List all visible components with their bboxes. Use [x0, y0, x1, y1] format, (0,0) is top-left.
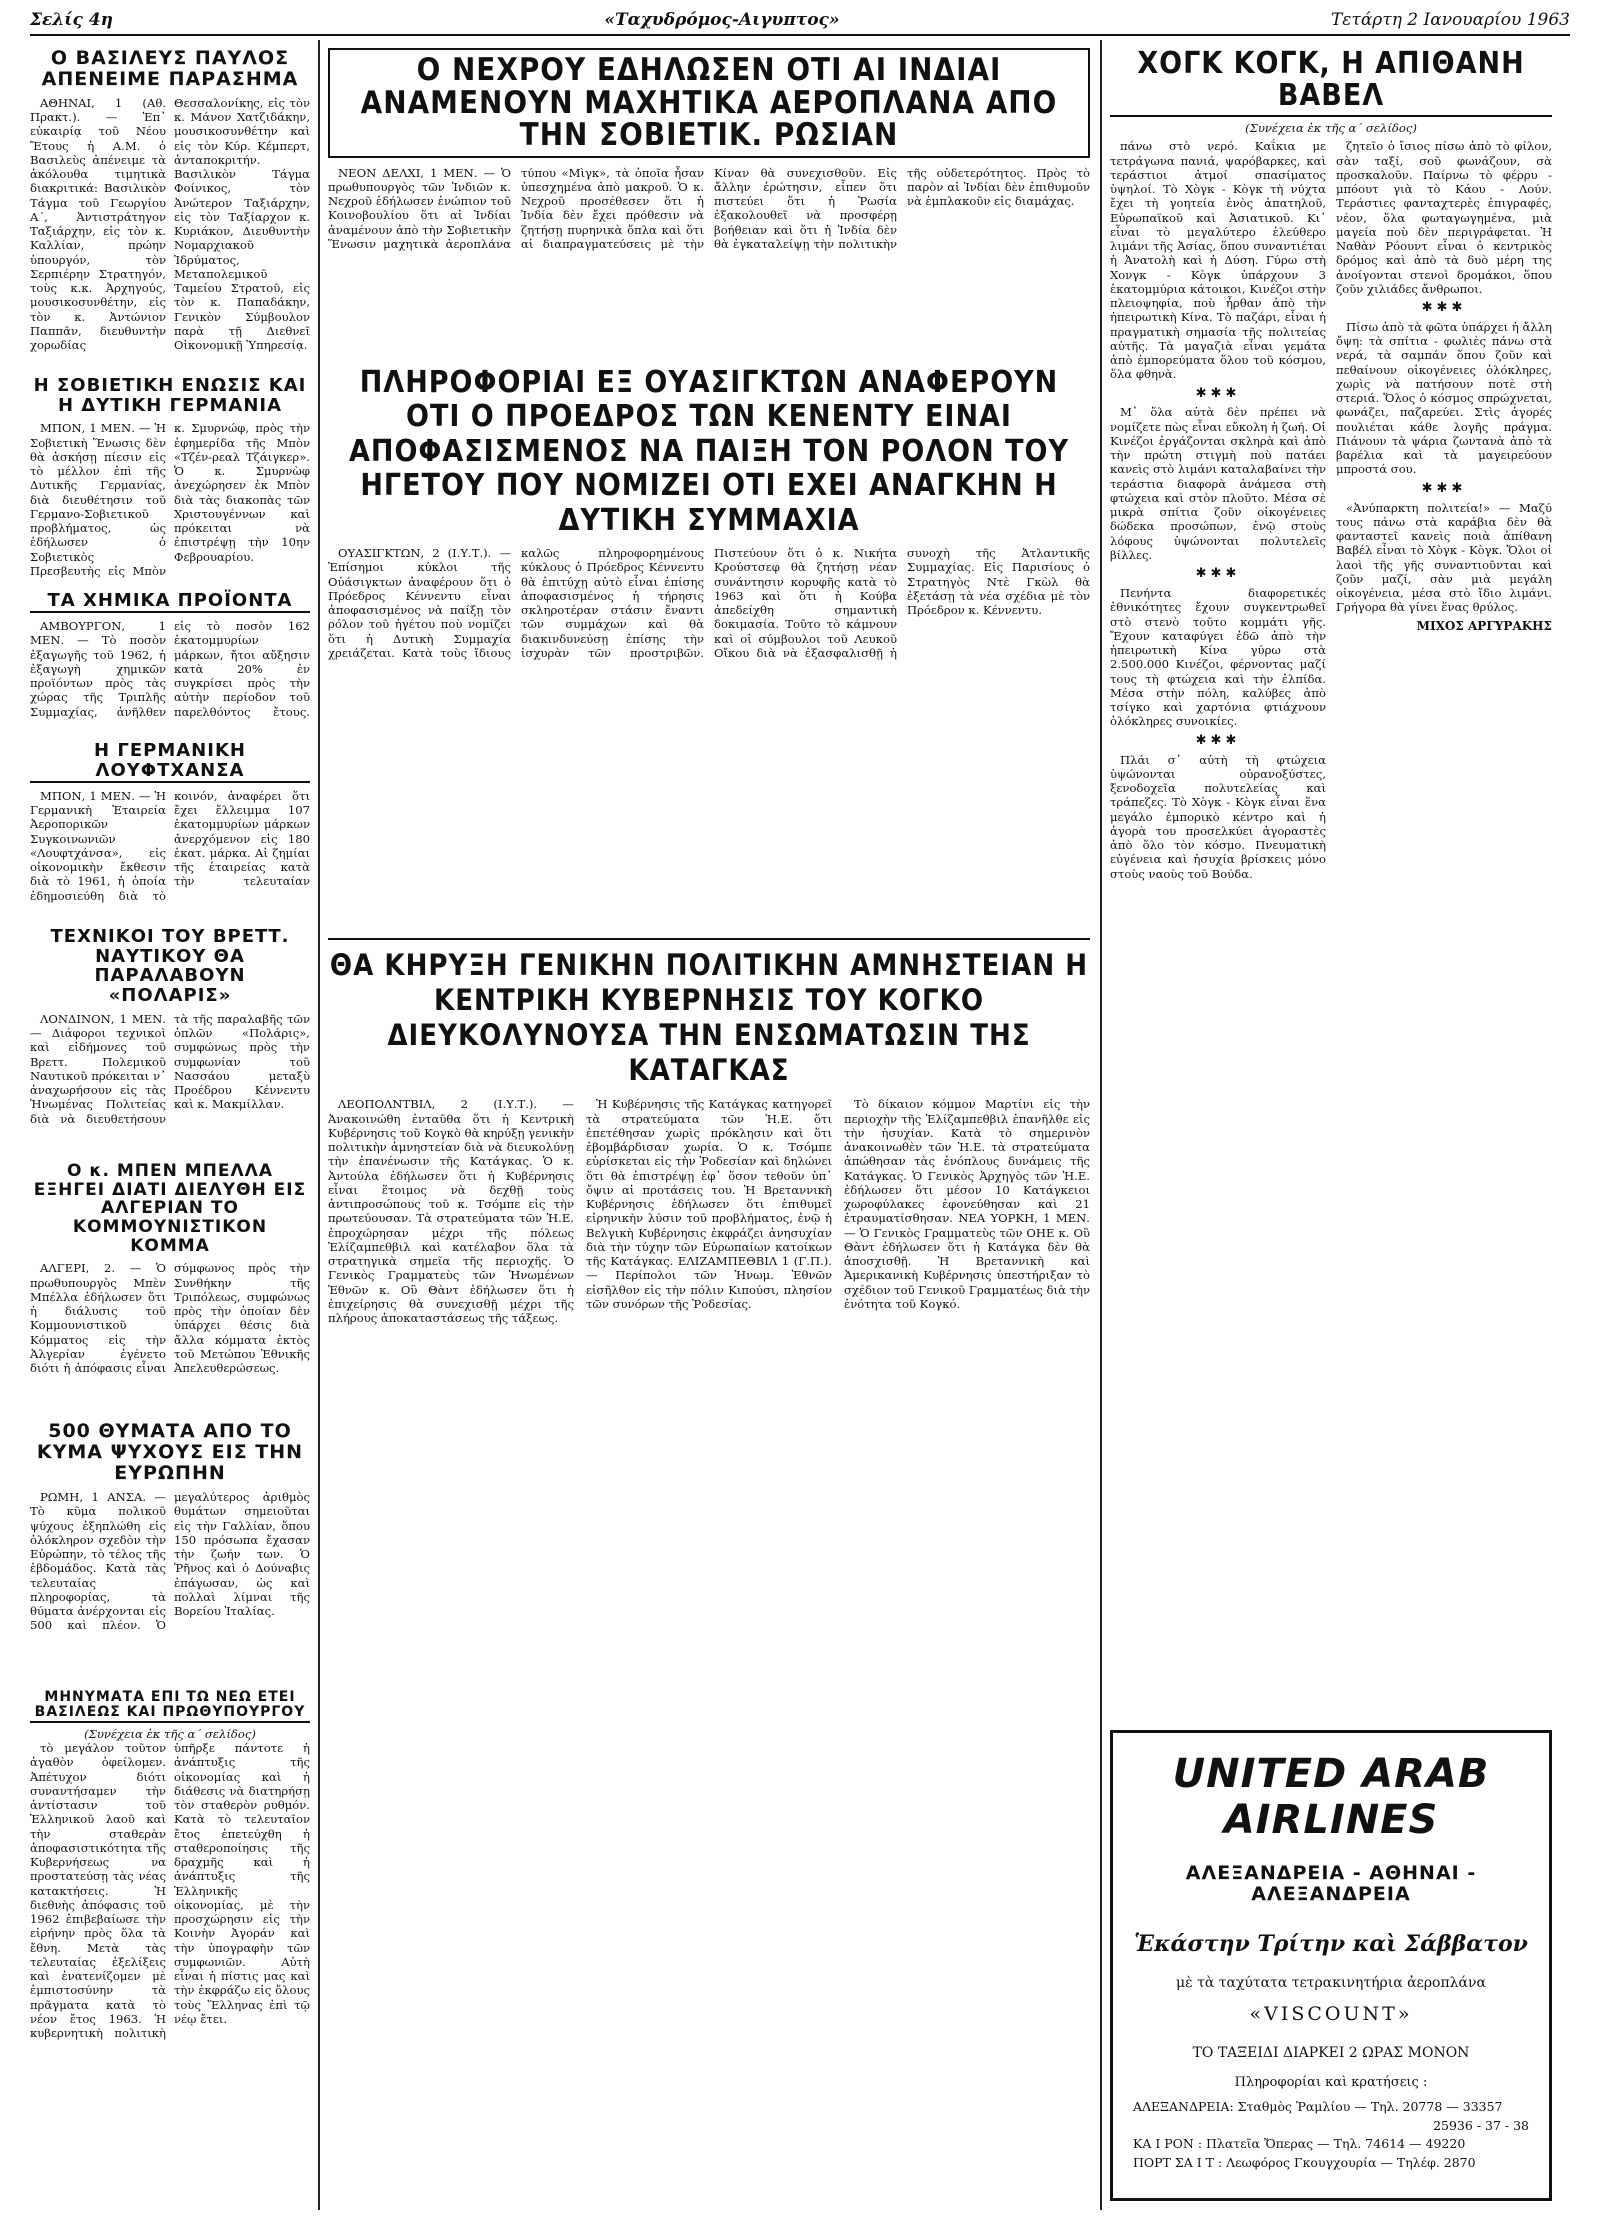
- newspaper-name: «Ταχυδρόμος-Αιγυπτος»: [604, 10, 840, 30]
- section-divider: ✱✱✱: [1421, 480, 1467, 496]
- right-column: [1110, 48, 1552, 1739]
- article-hong-kong: [1110, 139, 1552, 1739]
- article-new-year-messages: [30, 1741, 310, 2151]
- united-arab-airlines-ad: [1110, 1730, 1552, 2201]
- headline-kennedy: ΠΛΗΡΟΦΟΡΙΑΙ ΕΞ ΟΥΑΣΙΓΚΤΩΝ ΑΝΑΦΕΡΟΥΝ ΟΤΙ Ο ΠΡΟΕΔΡΟΣ ΤΩΝ ΚΕΝΕΝΤΥ ΕΙΝΑΙ ΑΠΟΦΑΣΙΣΜΕΝΟΣ ΝΑ ΠΑΙΞΗ ΤΟΝ ΡΟΛΟΝ ΤΟΥ ΗΓΕΤΟΥ ΠΟΥ ΝΟΜΙΖΕΙ ΟΤΙ ΕΧΕΙ ΑΝΑΓΚΗΝ Η ΔΥΤΙΚΗ ΣΥΜΜΑΧΙΑ: [349, 364, 1069, 538]
- ad-duration: ΤΟ ΤΑΞΕΙΔΙ ΔΙΑΡΚΕΙ 2 ΩΡΑΣ ΜΟΝΟΝ: [1192, 2044, 1470, 2061]
- article-body: Πίσω ἀπὸ τὰ φῶτα ὑπάρχει ἡ ἄλλη ὄψη: τὰ σπίτια - φωλιὲς πάνω στὰ νερά, τὰ σαμπάν ὅπου ζοῦν καὶ πεθαίνουν οἰκογένειες ὁλόκληρες, χωρὶς νὰ πατήσουν ποτὲ στὴ στεριά. Ὅλος ὁ κόσμος σπρώχνεται, φωνάζει, παζαρεύει. Στὶς ἀγορές πουλιέται κάθε λογῆς πράγμα. Πιάνουν τὰ ψάρια ζωντανὰ ἀπὸ τὰ βαρέλια καὶ τὰ μαγειρεύουν μπροστά σου.: [1336, 319, 1552, 477]
- article-ben-bella: [30, 1261, 310, 1411]
- headline-nehru: Ο ΝΕΧΡΟΥ ΕΔΗΛΩΣΕΝ ΟΤΙ ΑΙ ΙΝΔΙΑΙ ΑΝΑΜΕΝΟΥΝ ΜΑΧΗΤΙΚΑ ΑΕΡΟΠΛΑΝΑ ΑΠΟ ΤΗΝ ΣΟΒΙΕΤΙΚ. ΡΩΣΙΑΝ: [328, 48, 1090, 158]
- article-hong-kong-col1: [1110, 139, 1326, 1739]
- ad-aircraft: μὲ τὰ ταχύτατα τετρακινητήρια ἀεροπλάνα: [1176, 1974, 1486, 1991]
- article-king-paul: [30, 96, 310, 366]
- article-body: ΛΕΟΠΟΛΝΤΒΙΛ, 2 (Ι.Υ.Τ.). — Ἀνακοινώθη ἐνταῦθα ὅτι ἡ Κεντρικὴ Κυβέρνησις τοῦ Κογκὸ θὰ κηρύξῃ γενικὴν πολιτικὴν ἀμνηστείαν διὰ νὰ διευκολύνῃ τὴν ἐπανένωσιν τῆς Κατάγκας. Ὁ κ. Ἀντούλα ἐδήλωσεν ὅτι ἡ Κυβέρνησις εἶναι ἕτοιμος νὰ δεχθῇ τοὺς ἀντιπροσώπους τοῦ κ. Τσόμπε εἰς τὴν πρωτεύουσαν. Τὰ στρατεύματα τῶν Ἡ.Ε. ἐπροχώρησαν μέχρι τῆς πόλεως Ἐλίζαμπεθβιλ καὶ κατέλαβον ὅλα τὰ στρατηγικὰ σημεῖα τῆς περιοχῆς. Ὁ Γενικὸς Γραμματεὺς τῶν Ἡνωμένων Ἐθνῶν κ. Οὒ Θὰντ ἐδήλωσεν ὅτι ἡ ἐπιχείρησις θὰ συνεχισθῇ μέχρι τῆς πλήρους ἀποκαταστάσεως τῆς τάξεως.: [328, 1097, 574, 1326]
- article-body: ζητεῖο ὁ ἴσιος πίσω ἀπὸ τὸ φίλον, σὰν ταξί, σοῦ φωνάζουν, σὰ προσκαλοῦν. Παίρνω τὸ φέρρυ - μπόουτ γιὰ τὸ Κάου - Λούν. Τεράστιες φανταχτερὲς ἐπιγραφές, νέον, ὅλα φωταγωγημένα, μιὰ μαγεία ποὺ δὲν περιγράφεται. Ἡ Ναθὰν Ρόουντ εἶναι ὁ κεντρικὸς δρόμος καὶ ἀπὸ τὰ δυὸ μέρη της ἀνοίγονται στενοὶ δρομάκοι, ὅπου ζοῦν χιλιάδες ἄνθρωποι.: [1336, 139, 1552, 296]
- article-body: ΑΛΓΕΡΙ, 2. — Ὁ πρωθυπουργὸς Μπὲν Μπέλλα ἐδήλωσεν ὅτι ἡ διάλυσις τοῦ Κομμουνιστικοῦ Κόμματος εἰς τὴν Ἀλγερίαν ἐγένετο διότι ἡ ἀπόφασις εἶναι σύμφωνος πρὸς τὴν Συνθήκην τῆς Τριπόλεως, συμφώνως πρὸς τὴν ὁποίαν δὲν ὑπάρχει θέσις διὰ ἄλλα κόμματα ἐκτὸς τοῦ Μετώπου Ἐθνικῆς Ἀπελευθερώσεως.: [30, 1261, 310, 1376]
- article-body: ΑΘΗΝΑΙ, 1 (Αθ. Πρακτ.). — Ἐπ᾽ εὐκαιρίᾳ τοῦ Νέου Ἔτους ἡ Α.Μ. ὁ Βασιλεὺς ἀπένειμε τὰ ἀκόλουθα τιμητικὰ διακριτικά: Βασιλικὸν Τάγμα τοῦ Γεωργίου Α΄, Ἀντιστράτηγον Ταξιάρχην, εἰς τὸν κ. Καλλίαν, πρώην ὑπουργόν, τὸν Σερπιέρην Στρατηγόν, τοὺς κ.κ. Ἀρχηγούς, μουσικοσυνθέτην, εἰς τὸν κ. Ἀντώνιον Παππᾶν, διευθυντὴν χορωδίας Θεσσαλονίκης, εἰς τὸν κ. Μάνον Χατζιδάκην, μουσικοσυνθέτην καὶ εἰς τὸν Κύρ. Κέμπερτ, ἀνταποκριτήν. Βασιλικὸν Τάγμα Φοίνικος, τὸν Ἀνώτερον Ταξιάρχην, εἰς τὸν Ταξίαρχον κ. Κυριάκον, Διευθυντὴν Νομαρχιακοῦ Ἰδρύματος, Μεταπολεμικοῦ Ταμείου Στρατοῦ, εἰς τὸν κ. Παπαδάκην, Γενικὸν Σύμβουλον παρὰ τῇ Διεθνεῖ Οἰκονομικῇ Ὑπηρεσίᾳ.: [30, 95, 310, 353]
- contact-cairo: ΚΑ Ι ΡΟΝ : Πλατεῖα Ὄπερας — Τηλ. 74614 — 49220: [1133, 2136, 1466, 2152]
- article-congo-col3: [844, 1097, 1090, 2197]
- article-congo-col2: [586, 1097, 832, 2197]
- article-body: ΜΠΟΝ, 1 ΜΕΝ. — Ἡ Σοβιετικὴ Ἕνωσις δὲν θὰ ἀσκήσῃ πίεσιν εἰς τὸ μέλλον ἐπὶ τῆς Δυτικῆς Γερμανίας, διὰ διευθέτησιν τοῦ Γερμανο-Σοβιετικοῦ προβλήματος, ὡς ἐδήλωσεν ὁ Σοβιετικὸς Πρεσβευτὴς εἰς Μπὸν κ. Σμυρνώφ, πρὸς τὴν ἐφημερίδα τῆς Μπὸν «Τζέν-ρεαλ Τζάιγκερ». Ὁ κ. Σμυρνὼφ ἀνεχώρησεν ἐκ Μπὸν διὰ τὰς διακοπὰς τῶν Χριστουγέννων καὶ πρόκειται νὰ ἐπιστρέψῃ τὴν 10ην Φεβρουαρίου.: [30, 421, 310, 578]
- airline-logo: UNITED ARAB AIRLINES: [1172, 1751, 1490, 1843]
- article-body: πάνω στὸ νερό. Καΐκια με τετράγωνα πανιά, ψαρόβαρκες, καὶ τεράστιοι ἀτμοί σπασίματος ὑψηλοί. Τὸ Χὸγκ - Κὸγκ τὴ νύχτα ἔχει τὴ γοητεία ἑνὸς ἀπατηλοῦ, Εὐρωπαϊκοῦ καὶ Ἀσιατικοῦ. Κι᾽ εἶναι τὸ μεγαλύτερο ἐλεύθερο λιμάνι τῆς Ἀσίας, ὅπου συναντιέται ἡ Ἀνατολὴ καὶ ἡ Δύση. Γύρω στὴ Χονγκ - Κὸγκ ὑπάρχουν 3 ἑκατομμύρια κάτοικοι, Κινέζοι στὴν πλειοψηφία, ποὺ ἦρθαν ἀπὸ τὴν ἠπειρωτικὴ Κίνα. Τὸ παζάρι, εἶναι ἡ πραγματικὴ σημασία τῆς πολιτείας αὐτῆς. Τὰ μαγαζιὰ εἶναι γεμάτα ἀπὸ ἐμπορεύματα ὅλου τοῦ κόσμου, ὅλα φθηνὰ.: [1110, 139, 1326, 382]
- headline-congo-amnesty: ΘΑ ΚΗΡΥΞΗ ΓΕΝΙΚΗΝ ΠΟΛΙΤΙΚΗΝ ΑΜΝΗΣΤΕΙΑΝ Η ΚΕΝΤΡΙΚΗ ΚΥΒΕΡΝΗΣΙΣ ΤΟΥ ΚΟΓΚΟ ΔΙΕΥΚΟΛΥΝΟΥΣΑ ΤΗΝ ΕΝΣΩΜΑΤΩΣΙΝ ΤΗΣ ΚΑΤΑΓΚΑΣ: [328, 938, 1090, 1087]
- ad-model: «VISCOUNT»: [1249, 2002, 1413, 2025]
- article-body: Τὸ δίκαιον κόμμον Μαρτίνι εἰς τὴν περιοχὴν τῆς Ἐλίζαμπεθβιλ ἐπανῆλθε εἰς τὴν ἡσυχίαν. Κατὰ τὸ σημερινὸν ἀνακοινωθὲν τῶν Ἡ.Ε. τὰ στρατεύματα ἀπώθησαν τὰς ἐνόπλους δυνάμεις τῆς Κατάγκας. Ὁ Γενικὸς Ἀρχηγὸς τῶν Ἡ.Ε. ἐδήλωσεν ὅτι μέσον 10 Κατάγκειοι χωροφύλακες ἐφονεύθησαν καὶ 21 ἐτραυματίσθησαν. ΝΕΑ ΥΟΡΚΗ, 1 ΜΕΝ. — Ὁ Γενικὸς Γραμματεὺς τῶν ΟΗΕ κ. Οὒ Θὰντ ἐδήλωσεν ὅτι ἡ Κατάγκα δὲν θὰ ἀποσχισθῇ. Ἡ Βρεταννικὴ καὶ Ἀμερικανικὴ Κυβέρνησις ὑπεστήριξαν τὸ σχέδιον τοῦ Γενικοῦ Γραμματέως διὰ τὴν ἑνότητα τοῦ Κογκό.: [844, 1097, 1090, 1311]
- article-chemicals: [30, 619, 310, 731]
- article-body: Πενήντα διαφορετικές ἐθνικότητες ἔχουν συγκεντρωθεῖ στὸ στενὸ τοῦτο κομμάτι γῆς. Ἔχουν καταφύγει ἐδῶ ἀπὸ τὴν ἠπειρωτικὴ Κίνα γύρω στὰ 2.500.000 Κινέζοι, φέρνοντας μαζί τους τὴ φτώχεια καὶ τὴν ἐλπίδα. Μέσα στὴν πόλη, καλύβες ἀπὸ τσίγκο καὶ χαρτόνια φτιάχνουν ὁλόκληρες συνοικίες.: [1110, 586, 1326, 729]
- headline-soviet-germany: Η ΣΟΒΙΕΤΙΚΗ ΕΝΩΣΙΣ ΚΑΙ Η ΔΥΤΙΚΗ ΓΕΡΜΑΝΙΑ: [33, 374, 307, 416]
- article-body: Ἡ Κυβέρνησις τῆς Κατάγκας κατηγορεῖ τὰ στρατεύματα τῶν Ἡ.Ε. ὅτι ἐπετέθησαν χωρὶς πρόκλησιν καὶ ὅτι ἐβομβάρδισαν χωρία. Ὁ κ. Τσόμπε εὑρίσκεται εἰς τὴν Ῥοδεσίαν καὶ δηλώνει ὅτι θὰ ἐπιστρέψῃ ἐφ᾽ ὅσον τεθοῦν ὑπ᾽ ὄψιν αἱ προτάσεις του. Ἡ Βρεταννικὴ Κυβέρνησις ἐδήλωσεν ὅτι ἐπιθυμεῖ εἰρηνικὴν λύσιν τοῦ προβλήματος, ἐνῷ ἡ Βελγικὴ Κυβέρνησις ἐκφράζει ἀνησυχίαν διὰ τὴν τύχην τῶν Εὐρωπαίων κατοίκων τῆς Κατάγκας. ΕΛΙΖΑΜΠΕΘΒΙΛ 1 (Γ.Π.). — Περίπολοι τῶν Ἡνωμ. Ἐθνῶν εἰσῆλθον εἰς τὴν πόλιν Κιπούσι, πλησίον τῶν συνόρων τῆς Ῥοδεσίας.: [586, 1097, 832, 1311]
- article-body: ΡΩΜΗ, 1 ΑΝΣΑ. — Τὸ κῦμα πολικοῦ ψύχους ἐξηπλώθη εἰς ὁλόκληρον σχεδὸν τὴν Εὐρώπην, τὸ τέλος τῆς ἑβδομάδος. Κατὰ τὰς τελευταίας πληροφορίας, τὰ θύματα ἀνέρχονται εἰς 500 καὶ πλέον. Ὁ μεγαλύτερος ἀριθμὸς θυμάτων σημειοῦται εἰς τὴν Γαλλίαν, ὅπου 150 πρόσωπα ἔχασαν τὴν ζωήν των. Ὁ Ῥῆνος καὶ ὁ Δούναβις ἐπάγωσαν, ὡς καὶ πολλαὶ λίμναι τῆς Βορείου Ἰταλίας.: [30, 1490, 310, 1633]
- headline-polaris: ΤΕΧΝΙΚΟΙ ΤΟΥ ΒΡΕΤΤ. ΝΑΥΤΙΚΟΥ ΘΑ ΠΑΡΑΛΑΒΟΥΝ «ΠΟΛΑΡΙΣ»: [50, 925, 290, 1007]
- ad-route: ΑΛΕΞΑΝΔΡΕΙΑ - ΑΘΗΝΑΙ - ΑΛΕΞΑΝΔΡΕΙΑ: [1185, 1862, 1477, 1905]
- headline-cold-wave: 500 ΘΥΜΑΤΑ ΑΠΟ ΤΟ ΚΥΜΑ ΨΥΧΟΥΣ ΕΙΣ ΤΗΝ ΕΥΡΩΠΗΝ: [36, 1420, 304, 1485]
- article-soviet-germany: [30, 421, 310, 581]
- article-hong-kong-col2: [1336, 139, 1552, 1739]
- headline-king-paul: Ο ΒΑΣΙΛΕΥΣ ΠΑΥΛΟΣ ΑΠΕΝΕΙΜΕ ΠΑΡΑΣΗΜΑ: [41, 47, 299, 90]
- article-lufthansa: [30, 789, 310, 917]
- headline-ben-bella: Ο κ. ΜΠΕΝ ΜΠΕΛΛΑ ΕΞΗΓΕΙ ΔΙΑΤΙ ΔΙΕΛΥΘΗ ΕΙΣ ΑΛΓΕΡΙΑΝ ΤΟ ΚΟΜΜΟΥΝΙΣΤΙΚΟΝ ΚΟΜΜΑ: [33, 1160, 307, 1256]
- contact-alexandria: ΑΛΕΞΑΝΔΡΕΙΑ: Σταθμὸς Ῥαμλίου — Τηλ. 20778 — 33357: [1133, 2098, 1503, 2114]
- headline-new-year-messages: ΜΗΝΥΜΑΤΑ ΕΠΙ ΤΩ ΝΕΩ ΕΤΕΙ ΒΑΣΙΛΕΩΣ ΚΑΙ ΠΡΩΘΥΠΟΥΡΓΟΥ: [30, 1690, 310, 1723]
- article-body: ΑΜΒΟΥΡΓΟΝ, 1 ΜΕΝ. — Τὸ ποσὸν ἐξαγωγῆς τοῦ 1962, ἡ ἐξαγωγὴ χημικῶν προϊόντων πρὸς τὰς χώρας τῆς Τριπλῆς Συμμαχίας, ἀνῆλθεν εἰς τὸ ποσὸν 162 ἑκατομμυρίων μάρκων, ἤτοι αὔξησιν κατὰ 20% ἐν συγκρίσει πρὸς τὴν αὐτὴν περίοδον τοῦ παρελθόντος ἔτους.: [30, 619, 310, 719]
- article-congo-amnesty: [328, 1097, 1090, 2197]
- article-body: τὸ μεγάλον τοῦτον ἀγαθὸν ὀφείλομεν. Ἀπέτυχον διότι συναντήσαμεν τὴν ἀντίστασιν τοῦ Ἑλληνικοῦ λαοῦ καὶ τὴν σταθερὰν ἀποφασιστικότητα τῆς Κυβερνήσεως να προστατεύσῃ τὰς νέας κατακτήσεις. Ἡ διεθνὴς ἀπόφασις τοῦ 1962 ἐπιβεβαίωσε τὴν εἰρήνην πρὸς ὅλα τὰ ἔθνη. Μετὰ τὰς τελευταίας ἐξελίξεις καὶ ἐνατενίζομεν μὲ ἐμπιστοσύνην τὰ πρᾶγματα κατὰ τὸ νέον ἔτος 1963. Ἡ κυβερνητικὴ πολιτικὴ ὑπῆρξε πάντοτε ἡ ἀνάπτυξις τῆς οἰκονομίας καὶ ἡ διάθεσις νὰ διατηρήσῃ τὸν σταθερὸν ρυθμόν. Κατὰ τὸ τελευταῖον ἔτος ἐπετεύχθη ἡ σταθεροποίησις τῆς δραχμῆς καὶ ἡ ἀνάπτυξις τῆς Ἑλληνικῆς οἰκονομίας, μὲ τὴν προσχώρησιν εἰς τὴν Κοινὴν Ἀγοράν καὶ τὴν ὑπογραφὴν τῶν συμφωνιῶν. Αὐτὴ εἶναι ἡ πίστις μας καὶ τὴν ἐκφράζω εἰς ὅλους τοὺς Ἕλληνας ἐπὶ τῷ νέῳ ἔτει.: [30, 1741, 310, 2041]
- article-polaris: [30, 1012, 310, 1152]
- section-divider: ✱✱✱: [1421, 300, 1467, 315]
- headline-chemicals: ΤΑ ΧΗΜΙΚΑ ΠΡΟΪΟΝΤΑ: [30, 591, 310, 613]
- left-column: [30, 48, 310, 2151]
- article-body: «Ἀνύπαρκτη πολιτεία!» — Μαζύ τους πάνω στὰ καράβια δὲν θὰ φανταστεῖ κανεὶς ποιὰ ἀπίθανη Βαβέλ εἶναι τὸ Χὸγκ - Κὸγκ. Ὅλοι οἱ λαοὶ τῆς γῆς συναντιοῦνται καὶ ζοῦν μαζί, σὰν μιὰ μεγάλη οἰκογένεια, μέσα στὸ ἴδιο λιμάνι. Γρήγορα θὰ γίνει ἕνας θρύλος.: [1336, 500, 1552, 615]
- headline-lufthansa: Η ΓΕΡΜΑΝΙΚΗ ΛΟΥΦΤΧΑΝΣΑ: [30, 741, 310, 783]
- headline-hong-kong: ΧΟΓΚ ΚΟΓΚ, Η ΑΠΙΘΑΝΗ ΒΑΒΕΛ: [1110, 48, 1552, 117]
- article-body: ΛΟΝΔΙΝΟΝ, 1 ΜΕΝ. — Διάφοροι τεχνικοὶ καὶ εἰδήμονες τοῦ Βρεττ. Πολεμικοῦ Ναυτικοῦ πρόκειται ν᾽ ἀναχωρήσουν εἰς τὰς Ἡνωμένας Πολιτείας διὰ νὰ διευθετήσουν τὰ τῆς παραλαβῆς τῶν ὁπλῶν «Πολάρις», συμφώνως πρὸς τὴν συμφωνίαν τοῦ Νασσάου μεταξὺ Προέδρου Κέννεντυ καὶ κ. Μακμίλλαν.: [30, 1011, 310, 1126]
- article-kennedy: [328, 546, 1090, 926]
- ad-schedule: Ἑκάστην Τρίτην καὶ Σάββατον: [1134, 1930, 1528, 1957]
- ad-contacts: [1133, 2098, 1529, 2173]
- article-congo-col1: [328, 1097, 574, 2197]
- article-body: ΝΕΟΝ ΔΕΛΧΙ, 1 ΜΕΝ. — Ὁ πρωθυπουργὸς τῶν Ἰνδιῶν κ. Νεχροῦ ἐδήλωσεν ἐνώπιον τοῦ Κοινοβουλίου ὅτι αἱ Ἰνδίαι ἀναμένουν ἀπὸ τὴν Σοβιετικὴν Ἕνωσιν μαχητικὰ ἀεροπλάνα τύπου «Μὶγκ», τὰ ὁποῖα ἦσαν ὑπεσχημένα ἀπὸ μακροῦ. Ὁ κ. Νεχροῦ προσέθεσεν ὅτι ἡ Ἰνδία δὲν ἔχει πρόθεσιν νὰ ζητήσῃ πυρηνικὰ ὅπλα καὶ ὅτι αἱ διαπραγματεύσεις μὲ τὴν Κίναν θὰ συνεχισθοῦν. Εἰς ἄλλην ἐρώτησιν, εἶπεν ὅτι πιστεύει ὅτι ἡ Ῥωσία ἐξακολουθεῖ νὰ προσφέρῃ βοήθειαν καὶ ὅτι ἡ Ἰνδία δὲν θὰ ἐγκαταλείψῃ τὴν πολιτικὴν τῆς οὐδετερότητος. Πρὸς τὸ παρὸν αἱ Ἰνδίαι δὲν ἐπιθυμοῦν νὰ ἐμπλακοῦν εἰς διαμάχας.: [328, 165, 1090, 251]
- author-signature: ΜΙΧΟΣ ΑΡΓΥΡΑΚΗΣ: [1416, 618, 1552, 633]
- article-nehru: [328, 166, 1090, 356]
- section-divider: ✱✱✱: [1195, 566, 1241, 582]
- column-rule: [318, 40, 320, 2210]
- center-column: [328, 48, 1090, 2197]
- column-rule: [1100, 40, 1102, 2210]
- article-body: Μ᾽ ὅλα αὐτὰ δὲν πρέπει νὰ νομίζετε πὼς εἶναι εὔκολη ἡ ζωή. Οἱ Κινέζοι ἐργάζονται σκληρὰ καὶ ἀπὸ τὴν πρώτη στιγμὴ ποὺ πατάει κανεὶς στὸ λιμάνι καταλαβαίνει τὴν τεράστια διαφορὰ ἀνάμεσα στὴ φτώχεια καὶ στὸν πλοῦτο. Μέσα σὲ μικρὰ σπίτια ζοῦν οἰκογένειες δώδεκα προσώπων, ἐνῷ στοὺς λόφους ὑψώνονται πολυτελεῖς βίλλες.: [1110, 405, 1326, 562]
- contact-port-said: ΠΟΡΤ ΣΑ Ι Τ : Λεωφόρος Γκουγχουρία — Τηλέφ. 2870: [1133, 2155, 1476, 2171]
- continuation-note: (Συνέχεια ἐκ τῆς α΄ σελίδος): [84, 1726, 256, 1741]
- issue-date: Τετάρτη 2 Ιανουαρίου 1963: [1330, 10, 1570, 30]
- page-number: Σελίς 4η: [30, 10, 113, 30]
- article-body: ΟΥΑΣΙΓΚΤΩΝ, 2 (Ι.Υ.Τ.). — Ἐπίσημοι κύκλοι τῆς Οὐάσιγκτων ἀναφέρουν ὅτι ὁ Πρόεδρος Κέννεντυ εἶναι ἀποφασισμένος νὰ παίξῃ τὸν ρόλον τοῦ ἡγέτου ποὺ νομίζει ὅτι ἡ Δυτικὴ Συμμαχία χρειάζεται. Κατὰ τοὺς ἴδιους καλῶς πληροφορημένους κύκλους ὁ Πρόεδρος Κέννεντυ θὰ ἐπιτύχῃ αὐτὸ εἶναι ἐπίσης ἀποφασισμένος ἡ τήρησις σκληροτέραν στάσιν ἔναντι τῶν συμμάχων καὶ θὰ διακινδυνεύσῃ ἐπίσης τὴν ἰσχυρὰν τῶν προστριβῶν. Πιστεύουν ὅτι ὁ κ. Νικήτα Κρούστσεφ θὰ ζητήσῃ νέαν συνάντησιν κορυφῆς κατὰ τὸ 1963 καὶ ὅτι ἡ Κούβα ἀπεδείχθη σημαντικὴ δοκιμασία. Τοῦτο τὸ κάμνουν καὶ οἱ σύμβουλοι τοῦ Λευκοῦ Οἴκου διὰ νὰ ἐξασφαλισθῇ ἡ συνοχὴ τῆς Ἀτλαντικῆς Συμμαχίας. Εἰς Παρισίους ὁ Στρατηγὸς Ντὲ Γκὼλ θὰ ἐξετάσῃ τὰ νέα σχέδια μὲ τὸν Πρόεδρον κ. Κέννεντυ.: [328, 546, 1090, 660]
- contact-alexandria-extra: 25936 - 37 - 38: [1433, 2117, 1529, 2133]
- section-divider: ✱✱✱: [1195, 385, 1241, 401]
- section-divider: ✱✱✱: [1195, 732, 1241, 748]
- article-body: Πλάι σ᾽ αὐτὴ τὴ φτώχεια ὑψώνονται οὐρανοξύστες, ξενοδοχεῖα πολυτελείας καὶ τράπεζες. Τὸ Χὸγκ - Κὸγκ εἶναι ἕνα μεγάλο ἐμπορικὸ κέντρο καὶ ἡ ἀγορὰ του προσελκύει ἀγοραστὲς ἀπὸ ὅλο τὸν κόσμο. Πνευματικὴ εὐγένεια καὶ ἡσυχία βρίσκεις μόνο στοὺς ναοὺς τοῦ Βούδα.: [1110, 752, 1326, 881]
- article-cold-wave: [30, 1490, 310, 1680]
- article-body: ΜΠΟΝ, 1 ΜΕΝ. — Ἡ Γερμανικὴ Ἑταιρεία Ἀεροπορικῶν Συγκοινωνιῶν «Λουφτχάνσα», εἰς οἰκονομικὴν ἔκθεσιν διὰ τὸ 1961, ἡ ὁποία ἐδημοσιεύθη διὰ τὸ κοινόν, ἀναφέρει ὅτι ἔχει ἔλλειμμα 107 ἑκατομμυρίων μάρκων ἀνερχόμενον εἰς 180 ἑκατ. μάρκα. Αἱ ζημίαι τῆς ἑταιρείας κατὰ τὴν τελευταίαν: [30, 788, 310, 903]
- continuation-note: (Συνέχεια ἐκ τῆς α΄ σελίδος): [1245, 121, 1417, 135]
- ad-info-label: Πληροφορίαι καὶ κρατήσεις :: [1234, 2074, 1428, 2090]
- masthead: [30, 6, 1570, 36]
